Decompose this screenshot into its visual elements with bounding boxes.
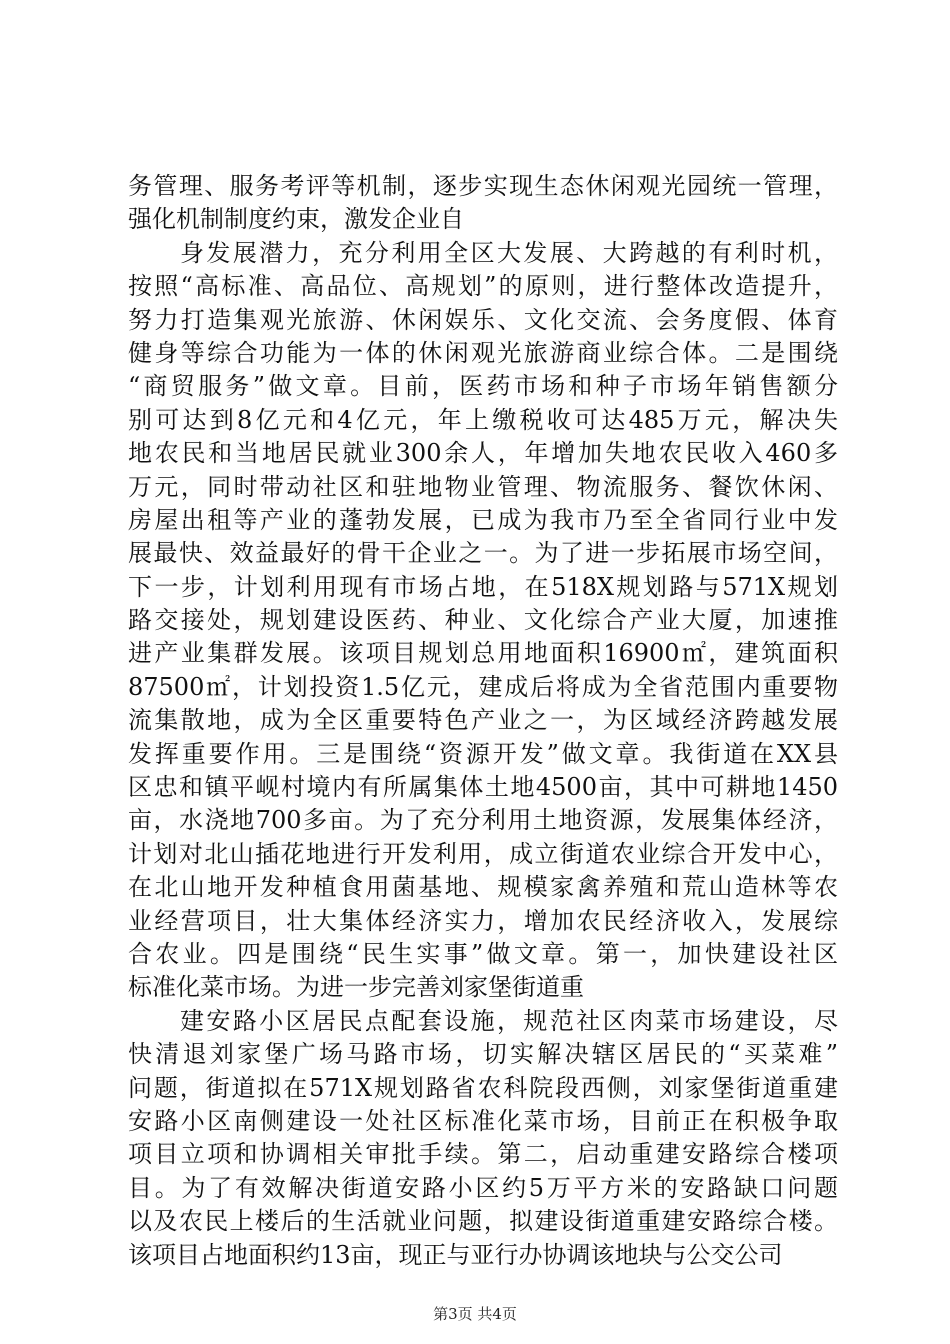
text-line: 地农民和当地居民就业300余人，年增加失地农民收入460多 — [128, 439, 838, 468]
text-line: “商贸服务”做文章。目前，医药市场和种子市场年销售额分 — [128, 372, 838, 401]
text-line: 万元，同时带动社区和驻地物业管理、物流服务、餐饮休闲、 — [128, 472, 838, 501]
text-line: 房屋出租等产业的蓬勃发展，已成为我市乃至全省同行业中发 — [128, 505, 838, 534]
text-line: 进产业集群发展。该项目规划总用地面积16900㎡，建筑面积 — [128, 639, 838, 668]
text-line: 发挥重要作用。三是围绕“资源开发”做文章。我街道在XX县 — [128, 739, 838, 768]
text-line: 身发展潜力，充分利用全区大发展、大跨越的有利时机， — [180, 238, 838, 267]
text-line: 在北山地开发种植食用菌基地、规模家禽养殖和荒山造林等农 — [128, 873, 838, 902]
text-line: 下一步，计划利用现有市场占地，在518X规划路与571X规划 — [128, 572, 838, 601]
text-line: 安路小区南侧建设一处社区标准化菜市场，目前正在积极争取 — [128, 1106, 838, 1135]
text-line: 87500㎡，计划投资1.5亿元，建成后将成为全省范围内重要物 — [128, 672, 838, 701]
paragraph — [128, 170, 838, 237]
text-line: 务管理、服务考评等机制，逐步实现生态休闲观光园统一管理， — [128, 172, 838, 200]
paragraph — [128, 1005, 838, 1272]
text-line: 别可达到8亿元和4亿元，年上缴税收可达485万元，解决失 — [128, 405, 838, 434]
text-line: 计划对北山插花地进行开发利用，成立街道农业综合开发中心， — [128, 839, 838, 868]
paragraph — [128, 237, 838, 1005]
text-line: 合农业。四是围绕“民生实事”做文章。第一，加快建设社区 — [128, 939, 838, 968]
text-line: 建安路小区居民点配套设施，规范社区肉菜市场建设，尽 — [180, 1006, 838, 1035]
text-line: 努力打造集观光旅游、休闲娱乐、文化交流、会务度假、体育 — [128, 305, 838, 334]
text-line: 流集散地，成为全区重要特色产业之一，为区域经济跨越发展 — [128, 706, 838, 735]
text-line: 按照“高标准、高品位、高规划”的原则，进行整体改造提升， — [128, 272, 838, 301]
text-line: 该项目占地面积约13亩，现正与亚行办协调该地块与公交公司 — [128, 1240, 783, 1269]
text-line: 路交接处，规划建设医药、种业、文化综合产业大厦，加速推 — [128, 606, 838, 635]
text-line: 亩，水浇地700多亩。为了充分利用土地资源，发展集体经济， — [128, 806, 838, 835]
text-line: 项目立项和协调相关审批手续。第二，启动重建安路综合楼项 — [128, 1140, 838, 1169]
text-line: 业经营项目，壮大集体经济实力，增加农民经济收入，发展综 — [128, 906, 838, 935]
text-line: 目。为了有效解决街道安路小区约5万平方米的安路缺口问题 — [128, 1173, 838, 1202]
page-footer: 第3页 共4页 — [433, 1305, 517, 1323]
text-line: 健身等综合功能为一体的休闲观光旅游商业综合体。二是围绕 — [128, 338, 838, 367]
text-line: 快清退刘家堡广场马路市场，切实解决辖区居民的“买菜难” — [128, 1040, 838, 1069]
text-line: 展最快、效益最好的骨干企业之一。为了进一步拓展市场空间， — [128, 539, 838, 568]
text-line: 区忠和镇平岘村境内有所属集体土地4500亩，其中可耕地1450 — [128, 773, 838, 802]
text-line: 问题，街道拟在571X规划路省农科院段西侧，刘家堡街道重建 — [128, 1073, 838, 1102]
text-line: 标准化菜市场。为进一步完善刘家堡街道重 — [128, 973, 584, 1002]
text-line: 强化机制制度约束，激发企业自 — [128, 205, 464, 234]
document-body — [128, 170, 838, 1272]
text-line: 以及农民上楼后的生活就业问题，拟建设街道重建安路综合楼。 — [128, 1207, 838, 1236]
